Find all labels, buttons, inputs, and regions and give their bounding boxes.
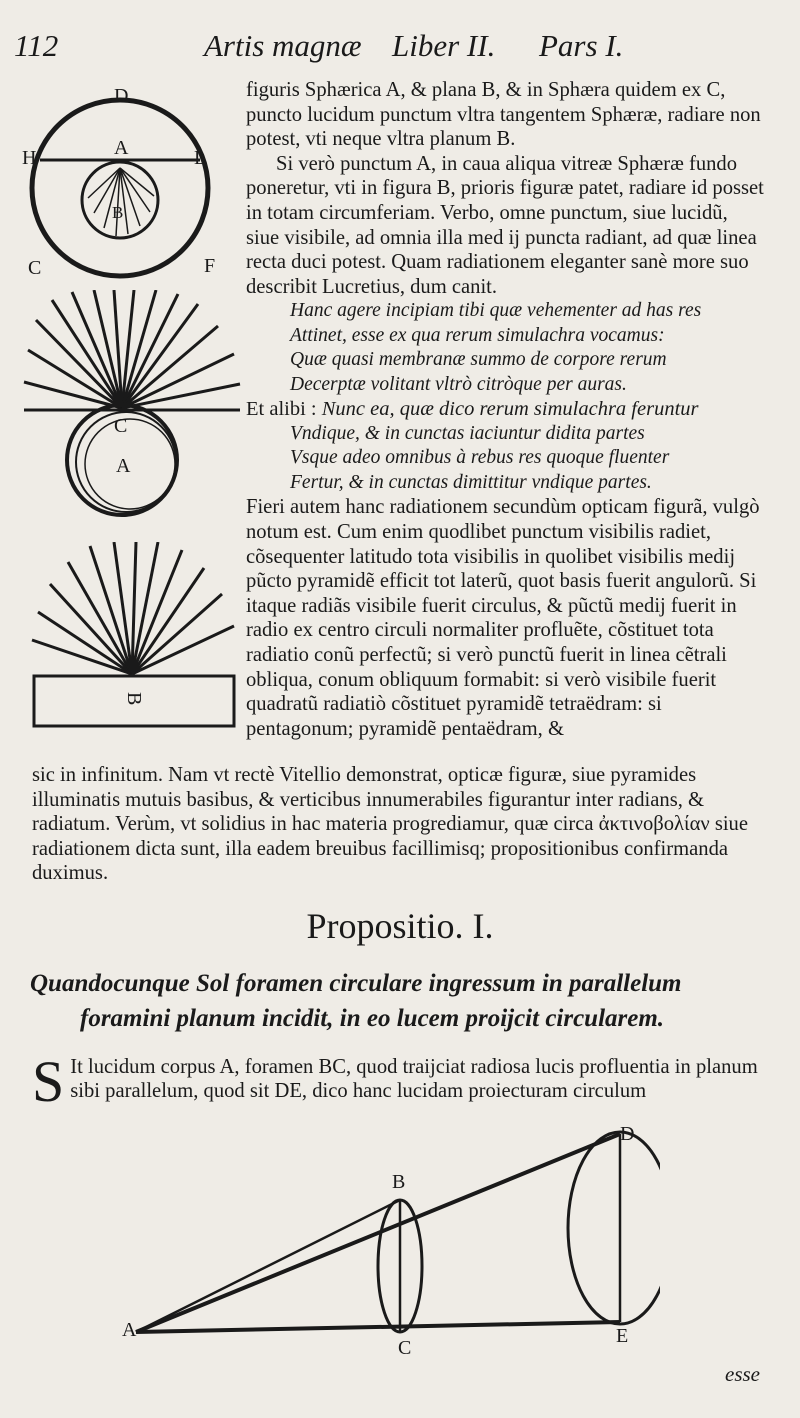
verse-line-1: Hanc agere incipiam tibi quæ vehementer ad has res <box>290 300 702 322</box>
figure-sphere-radiation <box>22 290 244 520</box>
running-header <box>14 28 784 68</box>
fig4-label-b: B <box>392 1171 406 1193</box>
paragraph-2: Si verò punctum A, in caua aliqua vitreæ Sphæræ fundo poneretur, vti in figura B, prioris figuræ patet, radiare id posset in totam circumferiam. Verbo, omne punctum, siue lucidũ, siue visibile, ad omnia illa med ij puncta radiant, ad quæ linea recta duci potest. Quam radiationem eleganter sanè more suo describit Lucretius, dum canit. <box>246 152 764 298</box>
proposition-text <box>32 1049 772 1114</box>
verse-line-5: Nunc ea, quæ dico rerum simulachra feruntur <box>321 398 699 421</box>
figure-sphere-in-circle <box>18 88 240 288</box>
paragraph-4: sic in infinitum. Nam vt rectè Vitellio demonstrat, opticæ figuræ, siue pyramides illuminatis mutuis basibus, & verticibus innumerabiles figurantur inter radians, & radiatum. Verùm, vt solidius in hac materia progrediamur, quæ circa ἀκτινοβολίαν siue radiationem dicta sunt, illa eadem breuibus facillimisq; propositionibus confirmanda duximus. <box>32 764 748 885</box>
catchword: esse <box>725 1362 760 1386</box>
et-alibi-label: Et alibi : <box>246 398 317 421</box>
full-width-text <box>32 763 772 886</box>
running-title: Artis magnæ <box>204 28 362 63</box>
fig1-label-a: A <box>114 137 129 159</box>
fig4-label-d: D <box>620 1123 635 1145</box>
verse-line-7: Vsque adeo omnibus à rebus res quoque fluenter <box>290 447 670 469</box>
verse-line-4: Decerptæ volitant vltrò citròque per auras. <box>290 373 627 395</box>
enunciation-line-2: foramini planum incidit, in eo lucem proijcit circularem. <box>80 1005 665 1032</box>
paragraph-3: Fieri autem hanc radiationem secundùm opticam figurã, vulgò notum est. Cum enim quodlibet punctum visibilis radiet, cõsequenter latitudo tota visibilis in quolibet visibilis medij pũcto pyramidẽ efficit tot laterũ, quot basis fuerit angulorũ. Si itaque radiãs visibile fuerit circulus, & pũctũ medij fuerit in radio ex centro circuli normaliter profluẽte, cõstituet tota radiatio conũ perfectũ; si verò punctũ fuerit in linea cẽtrali obliqua, conum obliquum formabit: si verò visibile fuerit quadratũ radiatiò cõstituet pyramidẽ tetraëdram: si pentagonum; pyramidẽ pentaëdram, & <box>246 496 760 740</box>
fig1-label-d: D <box>114 88 129 107</box>
paragraph-1: figuris Sphærica A, & plana B, & in Sphæra quidem ex C, puncto lucidum punctum vltra tangentem Sphæræ, radiare non potest, vti neque vltra planum B. <box>246 79 761 151</box>
verse-line-3: Quæ quasi membranæ summo de corpore rerum <box>290 349 667 371</box>
pars-label: Pars I. <box>539 28 624 63</box>
drop-cap: S <box>32 1049 65 1114</box>
page-number: 112 <box>14 28 59 63</box>
fig2-label-c: C <box>114 415 128 437</box>
verse-line-6: Vndique, & in cunctas iaciuntur didita partes <box>290 422 645 444</box>
liber-label: Liber II. <box>392 28 496 63</box>
figure-cone-projection <box>120 1122 660 1362</box>
fig1-label-h: H <box>22 147 37 169</box>
proposition-title: Propositio. I. <box>306 906 494 946</box>
fig4-label-a: A <box>122 1319 137 1341</box>
figure-plane-radiation <box>28 542 240 732</box>
fig1-label-c: C <box>28 257 42 279</box>
fig2-label-a: A <box>116 455 131 477</box>
proposition-body: It lucidum corpus A, foramen BC, quod traijciat radiosa lucis profluentia in planum sibi parallelum, quod sit DE, dico hanc lucidam proiecturam circulum <box>70 1056 758 1102</box>
fig1-label-f: F <box>204 255 216 277</box>
proposition-enunciation <box>30 966 780 1036</box>
fig4-label-c: C <box>398 1337 412 1359</box>
text-column <box>246 78 766 741</box>
fig1-label-b: B <box>112 203 124 222</box>
verse-line-2: Attinet, esse ex qua rerum simulachra vocamus: <box>290 324 665 346</box>
et-alibi-line <box>246 397 766 422</box>
enunciation-line-1: Quandocunque Sol foramen circulare ingressum in parallelum <box>30 970 682 997</box>
fig4-label-e: E <box>616 1325 629 1347</box>
verse-line-8: Fertur, & in cunctas dimittitur vndique partes. <box>290 471 652 493</box>
fig1-label-l: L <box>194 147 207 169</box>
fig3-label-b: B <box>123 692 145 706</box>
